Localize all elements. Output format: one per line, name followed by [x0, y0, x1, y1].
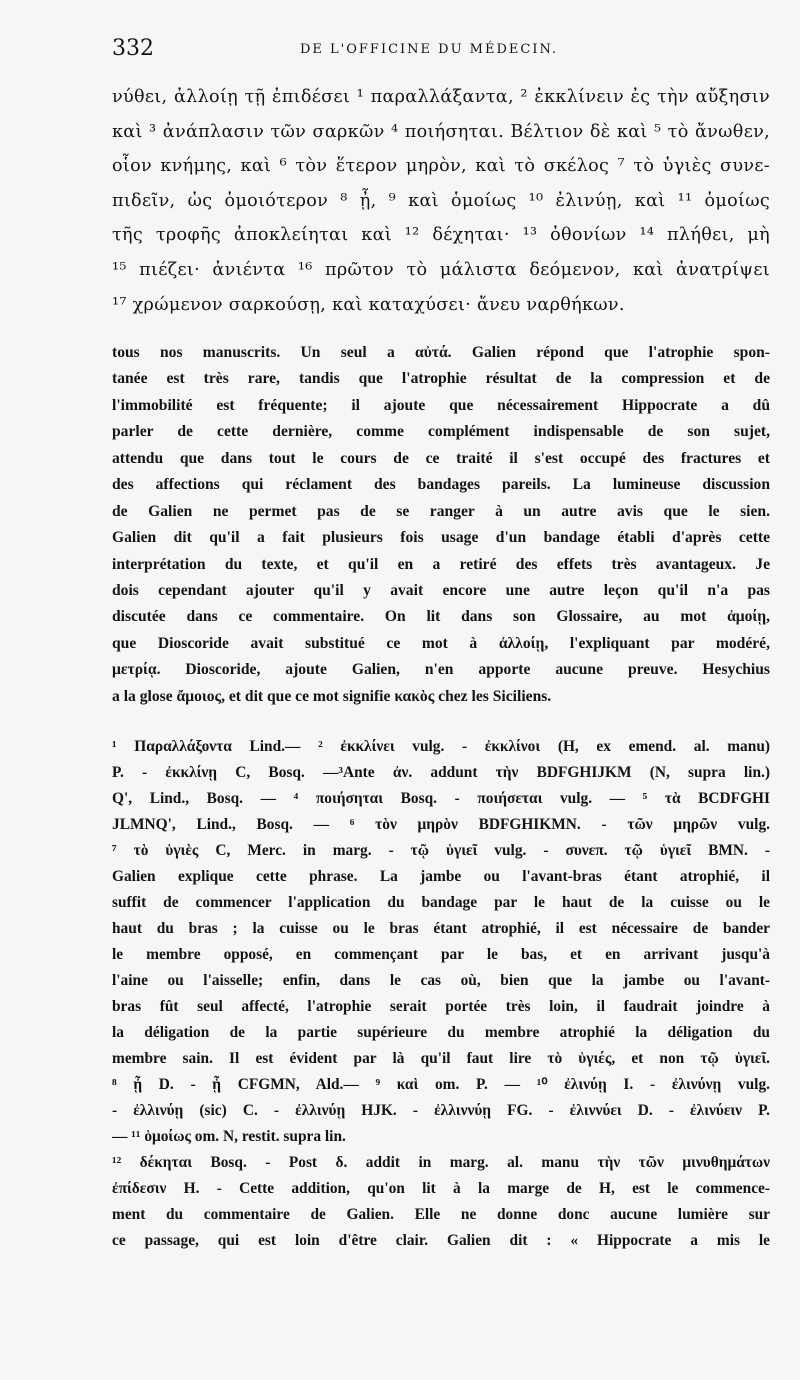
greek-text-line: ¹⁷ χρώμενον σαρκούσῃ, καὶ καταχύσει· ἄνευ ναρθήκων.: [112, 294, 625, 315]
footnotes-block: [112, 734, 770, 1254]
footnote-line: — ¹¹ ὁμοίως om. N, restit. supra lin.: [112, 1128, 346, 1145]
commentary-line: tous nos manuscrits. Un seul a αὐτά. Galien répond que l'atrophie spon-: [112, 344, 770, 361]
footnote-line: le membre opposé, en commençant par le bas, et en arrivant jusqu'à: [112, 946, 770, 963]
footnote-line: Galien explique cette phrase. La jambe ou l'avant-bras étant atrophié, il: [112, 868, 770, 885]
commentary-line: attendu que dans tout le cours de ce traité il s'est occupé des fractures et: [112, 449, 770, 467]
greek-text-line: τῆς τροφῆς ἀποκλείηται καὶ ¹² δέχηται· ¹³ ὀθονίων ¹⁴ πλήθει, μὴ: [112, 225, 770, 246]
footnote-line: la déligation de la partie supérieure du membre atrophié la déligation du: [112, 1024, 770, 1041]
footnote-line: P. - ἐκκλίνῃ C, Bosq. —³Ante ἀν. addunt τὴν BDFGHIJKM (N, supra lin.): [112, 764, 770, 781]
footnote-line: ¹ Παραλλάξοντα Lind.— ² ἐκκλίνει vulg. - ἐκκλίνοι (H, ex emend. al. manu): [112, 738, 770, 755]
commentary-block: [112, 340, 770, 710]
footnote-line: ἐπίδεσιν H. - Cette addition, qu'on lit à la marge de H, est le commence-: [112, 1180, 770, 1197]
footnote-line: ment du commentaire de Galien. Elle ne donne donc aucune lumière sur: [112, 1206, 770, 1223]
commentary-line: tanée est très rare, tandis que l'atrophie résultat de la compression et de: [112, 370, 770, 388]
greek-text-line: ¹⁵ πιέζει· ἀνιέντα ¹⁶ πρῶτον τὸ μάλιστα δεόμενον, καὶ ἀνατρίψει: [112, 259, 770, 280]
footnote-line: ⁸ ᾖ D. - ᾗ CFGMN, Ald.— ⁹ καὶ om. P. — ¹⁰ ἐλινύῃ I. - ἐλινύνῃ vulg.: [112, 1076, 770, 1093]
footnote-line: membre sain. Il est évident par là qu'il faut lire τὸ ὑγιές, et non τῷ ὑγιεῖ.: [112, 1050, 770, 1067]
running-title: DE L'OFFICINE DU MÉDECIN.: [300, 42, 559, 57]
footnote-line: ce passage, qui est loin d'être clair. Galien dit : « Hippocrate a mis le: [112, 1232, 770, 1249]
commentary-line: interprétation du texte, et qu'il en a retiré des effets très avantageux. Je: [112, 555, 770, 573]
footnote-line: - ἐλλινύῃ (sic) C. - ἐλλινύῃ HJK. - ἐλλιννύῃ FG. - ἐλιννύει D. - ἐλινύειν P.: [112, 1102, 770, 1119]
greek-text-line: καὶ ³ ἀνάπλασιν τῶν σαρκῶν ⁴ ποιήσηται. Βέλτιον δὲ καὶ ⁵ τὸ ἄνωθεν,: [112, 121, 770, 142]
commentary-line: a la glose ἄμοιος, et dit que ce mot signifie κακὸς chez les Siciliens.: [112, 687, 552, 705]
page-header: [112, 28, 772, 68]
footnote-line: JLMNQ', Lind., Bosq. — ⁶ τὸν μηρὸν BDFGHIKMN. - τῶν μηρῶν vulg.: [112, 816, 770, 833]
commentary-line: que Dioscoride avait substitué ce mot à ἀλλοίῃ, l'expliquant par modéré,: [112, 634, 770, 652]
commentary-line: discutée dans ce commentaire. On lit dans son Glossaire, au mot ἀμοίῃ,: [112, 608, 770, 626]
commentary-line: μετρίᾳ. Dioscoride, ajoute Galien, n'en apporte aucune preuve. Hesychius: [112, 661, 770, 679]
greek-text-block: [112, 80, 770, 322]
commentary-line: parler de cette dernière, comme complément indispensable de son sujet,: [112, 423, 770, 441]
greek-text-line: πιδεῖν, ὡς ὁμοιότερον ⁸ ᾖ, ⁹ καὶ ὁμοίως ¹⁰ ἐλινύῃ, καὶ ¹¹ ὁμοίως: [112, 190, 770, 211]
footnote-line: bras fût seul affecté, l'atrophie serait portée très loin, il faudrait joindre à: [112, 998, 770, 1015]
commentary-line: Galien dit qu'il a fait plusieurs fois usage d'un bandage établi d'après cette: [112, 529, 770, 547]
footnote-line: suffit de commencer l'application du bandage par le haut de la cuisse ou le: [112, 894, 770, 911]
footnote-line: ¹² δέκηται Bosq. - Post δ. addit in marg. al. manu τὴν τῶν μινυθημάτων: [112, 1154, 770, 1171]
greek-text-line: οἷον κνήμης, καὶ ⁶ τὸν ἕτερον μηρὸν, καὶ τὸ σκέλος ⁷ τὸ ὑγιὲς συνε-: [112, 156, 770, 177]
footnote-line: l'aine ou l'aisselle; enfin, dans le cas où, bien que la jambe ou l'avant-: [112, 972, 770, 989]
commentary-line: de Galien ne permet pas de se ranger à un autre avis que le sien.: [112, 502, 770, 520]
commentary-line: l'immobilité est fréquente; il ajoute que nécessairement Hippocrate a dû: [112, 396, 770, 414]
footnote-line: haut du bras ; la cuisse ou le bras étant atrophié, il est nécessaire de bander: [112, 920, 770, 937]
commentary-line: des affections qui réclament des bandages pareils. La lumineuse discussion: [112, 476, 770, 494]
greek-text-line: νύθει, ἀλλοίῃ τῇ ἐπιδέσει ¹ παραλλάξαντα, ² ἐκκλίνειν ἐς τὴν αὔξησιν: [112, 87, 770, 107]
footnote-line: ⁷ τὸ ὑγιὲς C, Merc. in marg. - τῷ ὑγιεῖ vulg. - συνεπ. τῷ ὑγιεῖ BMN. -: [112, 842, 770, 859]
commentary-line: dois cependant ajouter qu'il y avait encore une autre leçon qu'il n'a pas: [112, 581, 770, 599]
footnote-line: Q', Lind., Bosq. — ⁴ ποιήσηται Bosq. - ποιήσεται vulg. — ⁵ τὰ BCDFGHI: [112, 790, 770, 807]
page-number: 332: [112, 36, 154, 61]
